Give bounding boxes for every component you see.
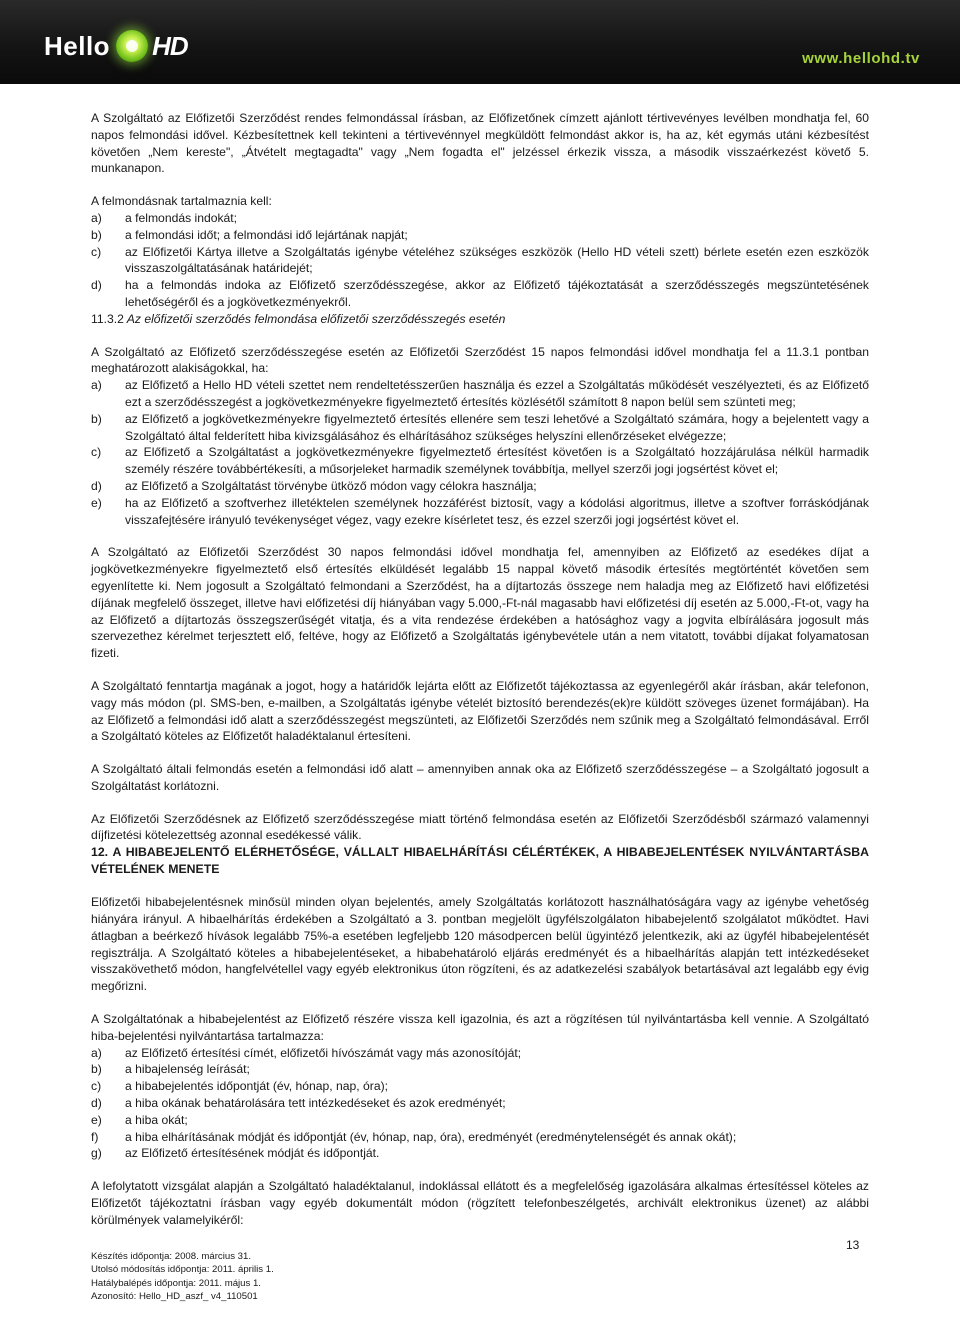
list-item-text: az Előfizető a Hello HD vételi szettet nem rendeltetésszerűen használja és ezzel a Szolgáltatás működését veszélyezteti, és az Előfizető ezt a szerződésszegést a jogkövetkezményekre figyelmeztető értesítés közlésétől számított 8 napon belül sem szünteti meg; [125,378,869,409]
list-item-text: az Előfizetői Kártya illetve a Szolgáltatás igénybe vételéhez szükséges eszközök (Hello HD vételi szett) bérlete esetén ezen eszközök visszaszolgáltatásának határidejét; [125,244,869,276]
footer-modified-date: Utolsó módosítás időpontja: 2011. április 1. [91,1264,274,1276]
list-item [91,1145,869,1162]
logo-orb-icon [116,30,148,62]
paragraph-investigation-result: A lefolytatott vizsgálat alapján a Szolgáltató haladéktalanul, indoklással ellátott és a megfelelőség igazolására alkalmas értesítéssel köteles az Előfizetőt tájékoztatni írásban vagy egyéb dokumentált módon (rögzített telefonbeszélgetés, archivált elektronikus üzenet) az alábbi körülmények valamelyikéről: [91,1179,869,1227]
paragraph-termination-notice: A Szolgáltató az Előfizetői Szerződést rendes felmondással írásban, az Előfizetőnek címzett ajánlott tértivevényes levélben mondhatja fel, 60 napos felmondási idővel. Kézbesítettnek kell tekinteni a tértivevénnyel megküldött felmondást akkor is, ha az, két egymás utáni kézbesítést követően „Nem kereste", „Átvételt megtagadta" vagy „Nem fogadta el" jelzéssel érkezik vissza, a második visszaérkezést követő 5. munkanapon. [91,111,869,176]
logo-orb-core [126,40,138,52]
subsection-title: Az előfizetői szerződés felmondása előfizetői szerződésszegés esetén [123,311,506,326]
list-item-label: b) [91,227,102,242]
list-item-text: a felmondás indokát; [125,210,238,225]
paragraph-service-restriction: A Szolgáltató általi felmondás esetén a felmondási idő alatt – amennyiben annak oka az Előfizető szerződésszegése – a Szolgáltató jogosult a Szolgáltatást korlátozni. [91,762,869,793]
list-item [91,1061,869,1078]
list-item-label: e) [91,1112,102,1127]
list-item-text: a felmondási időt; a felmondási idő lejártának napját; [125,227,408,242]
breach-conditions-list [91,377,869,528]
notice-contents-list [91,210,869,311]
list-item [91,478,869,495]
list-item-label: c) [91,244,102,259]
list-item [91,495,869,529]
logo-text-hd: HD [152,30,188,61]
paragraph-balance-notification: A Szolgáltató fenntartja magának a jogot, hogy a határidők lejárta előtt az Előfizetőt tájékoztassa az egyenlegéről akár írásban, akár telefonon, vagy más módon (pl. SMS-ben, e-mailben, a Szolgáltatás igénybe vételét biztosító berendezés(ek)re küldött szöveges üzenet formájában). Ha az Előfizető a felmondási idő alatt a szerződésszegést megszünteti, az Előfizetői Szerződés nem szűnik meg a Szolgáltató felmondásával. Erről a Szolgáltató köteles az Előfizetőt haladéktalanul értesíteni. [91,678,869,744]
list-item [91,1045,869,1062]
list-item-text: az Előfizető a Szolgáltatást a jogkövetkezményekre figyelmeztető értesítést követően is a Szolgáltató hozzájárulása nélkül harmadik személy részére továbbértékesíti, a műsorjeleket harmadik személynek továbbítja, mellyel szerzői jogi jogsértést követ el; [125,445,869,477]
list-item-text: a hiba okát; [125,1112,188,1127]
subsection-number: 11.3.2 [91,311,124,326]
paragraph-fees-due: Az Előfizetői Szerződésnek az Előfizető szerződésszegése miatt történő felmondása esetén az Előfizetői Szerződésből származó valamennyi díjfizetési kötelezettség azonnal esedékessé válik. [91,811,869,843]
list-item-text: ha a felmondás indoka az Előfizető szerződésszegése, akkor az Előfizető tájékoztatását a szerződésszegés megszüntetésének lehetőségéről és a jogkövetkezményekről. [125,278,869,309]
list-item [91,377,869,411]
document-footer [91,1250,274,1304]
list-item [91,444,869,478]
list-item-text: az Előfizető a jogkövetkezményekre figyelmeztető értesítés ellenére sem teszi lehetővé a Szolgáltató számára, hogy a bejelentett vagy a Szolgáltató által felderített hiba kivizsgálásához és elhárításához szükséges helyszíni ellenőrzéseket elvégezze; [125,411,869,443]
footer-created-date: Készítés időpontja: 2008. március 31. [91,1251,251,1262]
list-item-text: a hibajelenség leírását; [125,1062,250,1077]
footer-effective-date: Hatálybalépés időpontja: 2011. május 1. [91,1277,261,1289]
list-item [91,1095,869,1112]
list-item-label: a) [91,1045,102,1060]
list-item-text: a hiba okának behatárolására tett intézkedéseket és azok eredményét; [125,1096,506,1111]
footer-identifier: Azonosító: Hello_HD_aszf_ v4_110501 [91,1291,258,1303]
list-item-label: a) [91,210,102,225]
site-url: www.hellohd.tv [802,50,920,67]
section-12-heading: 12. A HIBABEJELENTŐ ELÉRHETŐSÉGE, VÁLLALT HIBAELHÁRÍTÁSI CÉLÉRTÉKEK, A HIBABEJELENTÉSEK NYILVÁNTARTÁSBA VÉTELÉNEK MENETE [91,845,869,877]
list-item [91,1129,869,1146]
list-item-label: c) [91,445,102,460]
list-item [91,411,869,445]
list-item [91,227,869,244]
list-item [91,277,869,311]
list-item [91,244,869,278]
list-item-label: d) [91,278,102,293]
paragraph-breach-termination-intro: A Szolgáltató az Előfizető szerződésszegése esetén az Előfizetői Szerződést 15 napos felmondási idővel mondhatja fel a 11.3.1 pontban meghatározott alakiságokkal, ha: [91,344,869,376]
list-item-label: e) [91,495,102,510]
list-item-label: c) [91,1079,102,1094]
list-item [91,1078,869,1095]
paragraph-fault-report-definition: Előfizetői hibabejelentésnek minősül minden olyan bejelentés, amely Szolgáltatás korlátozott használhatóságára vagy az igénybe vehetőség hiányára irányul. A hibaelhárítás érdekében a Szolgáltató a 3. pontban megjelölt ügyfélszolgálaton hibabejelentő szolgálatot működtet. Havi átlagban a beérkező hívások legalább 75%-a esetében legfeljebb 120 másodpercen belül ügyintéző jelentkezik, aki az ügyfél hibabejelentését regisztrálja. A Szolgáltató köteles a hibabejelentéseket, a hibabehatároló eljárás eredményét és a hibaelhárítás alapján tett intézkedéseket visszakövethető módon, hangfelvétellel vagy egyéb elektronikus úton rögzíteni, és az adatkezelési szabályok betartásával azt legalább egy évig megőrizni. [91,895,869,994]
list-item [91,210,869,227]
list-item-text: az Előfizető értesítési címét, előfizetői hívószámát vagy más azonosítóját; [125,1045,522,1060]
list-item-label: d) [91,1096,102,1111]
paragraph-payment-default: A Szolgáltató az Előfizetői Szerződést 30 napos felmondási idővel mondhatja fel, amennyiben az Előfizető az esedékes díjat a jogkövetkezményekre figyelmeztető első értesítés elküldését legalább 15 nappal követő második értesítés megtörténtét követően sem egyenlítette ki. Nem jogosult a Szolgáltató felmondani a Szerződést, ha a díjtartozás összege nem haladja meg az Előfizető havi előfizetési díjának megfelelő összeget, illetve havi előfizetési díj hiányában vagy 5.000,-Ft-nál magasabb havi előfizetési díj esetén az 5.000,-Ft-ot, vagy ha az Előfizető a díjtartozás összegszerűségét vitatja, és a vita rendezése érdekében a hatósághoz vagy a jogvita elbírálására jogosult más szervezethez kérelmet terjesztett elő, feltéve, hogy az Előfizető a Szolgáltatás igénybevétele után a nem vitatott, további díjakat folyamatosan fizeti. [91,545,869,661]
paragraph-notice-contents-intro: A felmondásnak tartalmaznia kell: [91,194,272,209]
list-item [91,1112,869,1129]
list-item-label: a) [91,378,102,393]
list-item-label: f) [91,1129,99,1144]
list-item-text: a hiba elhárításának módját és időpontját (év, hónap, nap, óra), eredményét (eredménytelenségét és annak okát); [125,1129,737,1144]
page-header [0,0,960,84]
list-item-label: b) [91,1062,102,1077]
list-item-label: d) [91,478,102,493]
fault-register-list [91,1045,869,1163]
list-item-label: b) [91,411,102,426]
list-item-label: g) [91,1146,102,1161]
logo-text-hello: Hello [44,30,111,61]
list-item-text: a hibabejelentés időpontját (év, hónap, nap, óra); [125,1079,389,1094]
paragraph-fault-register-intro: A Szolgáltatónak a hibabejelentést az Előfizető részére vissza kell igazolnia, és azt a rögzítésen túl nyilvántartásba kell vennie. A Szolgáltató hiba-bejelentési nyilvántartása tartalmazza: [91,1012,869,1043]
list-item-text: ha az Előfizető a szoftverhez illetéktelen személynek hozzáférést biztosít, vagy a kódolási algoritmus, illetve a szoftver forráskódjának visszafejtésére irányuló tevékenységet végez, vagy ezekre kísérletet tesz, és ezzel szerzői jogi jogsértést követ el. [125,495,869,527]
list-item-text: az Előfizető értesítésének módját és időpontját. [125,1146,380,1161]
list-item-text: az Előfizető a Szolgáltatást törvénybe ütköző módon vagy célokra használja; [125,478,537,493]
hellohd-logo [44,28,188,64]
page-number: 13 [846,1238,860,1252]
document-body [91,110,869,1229]
subsection-heading [91,311,869,328]
